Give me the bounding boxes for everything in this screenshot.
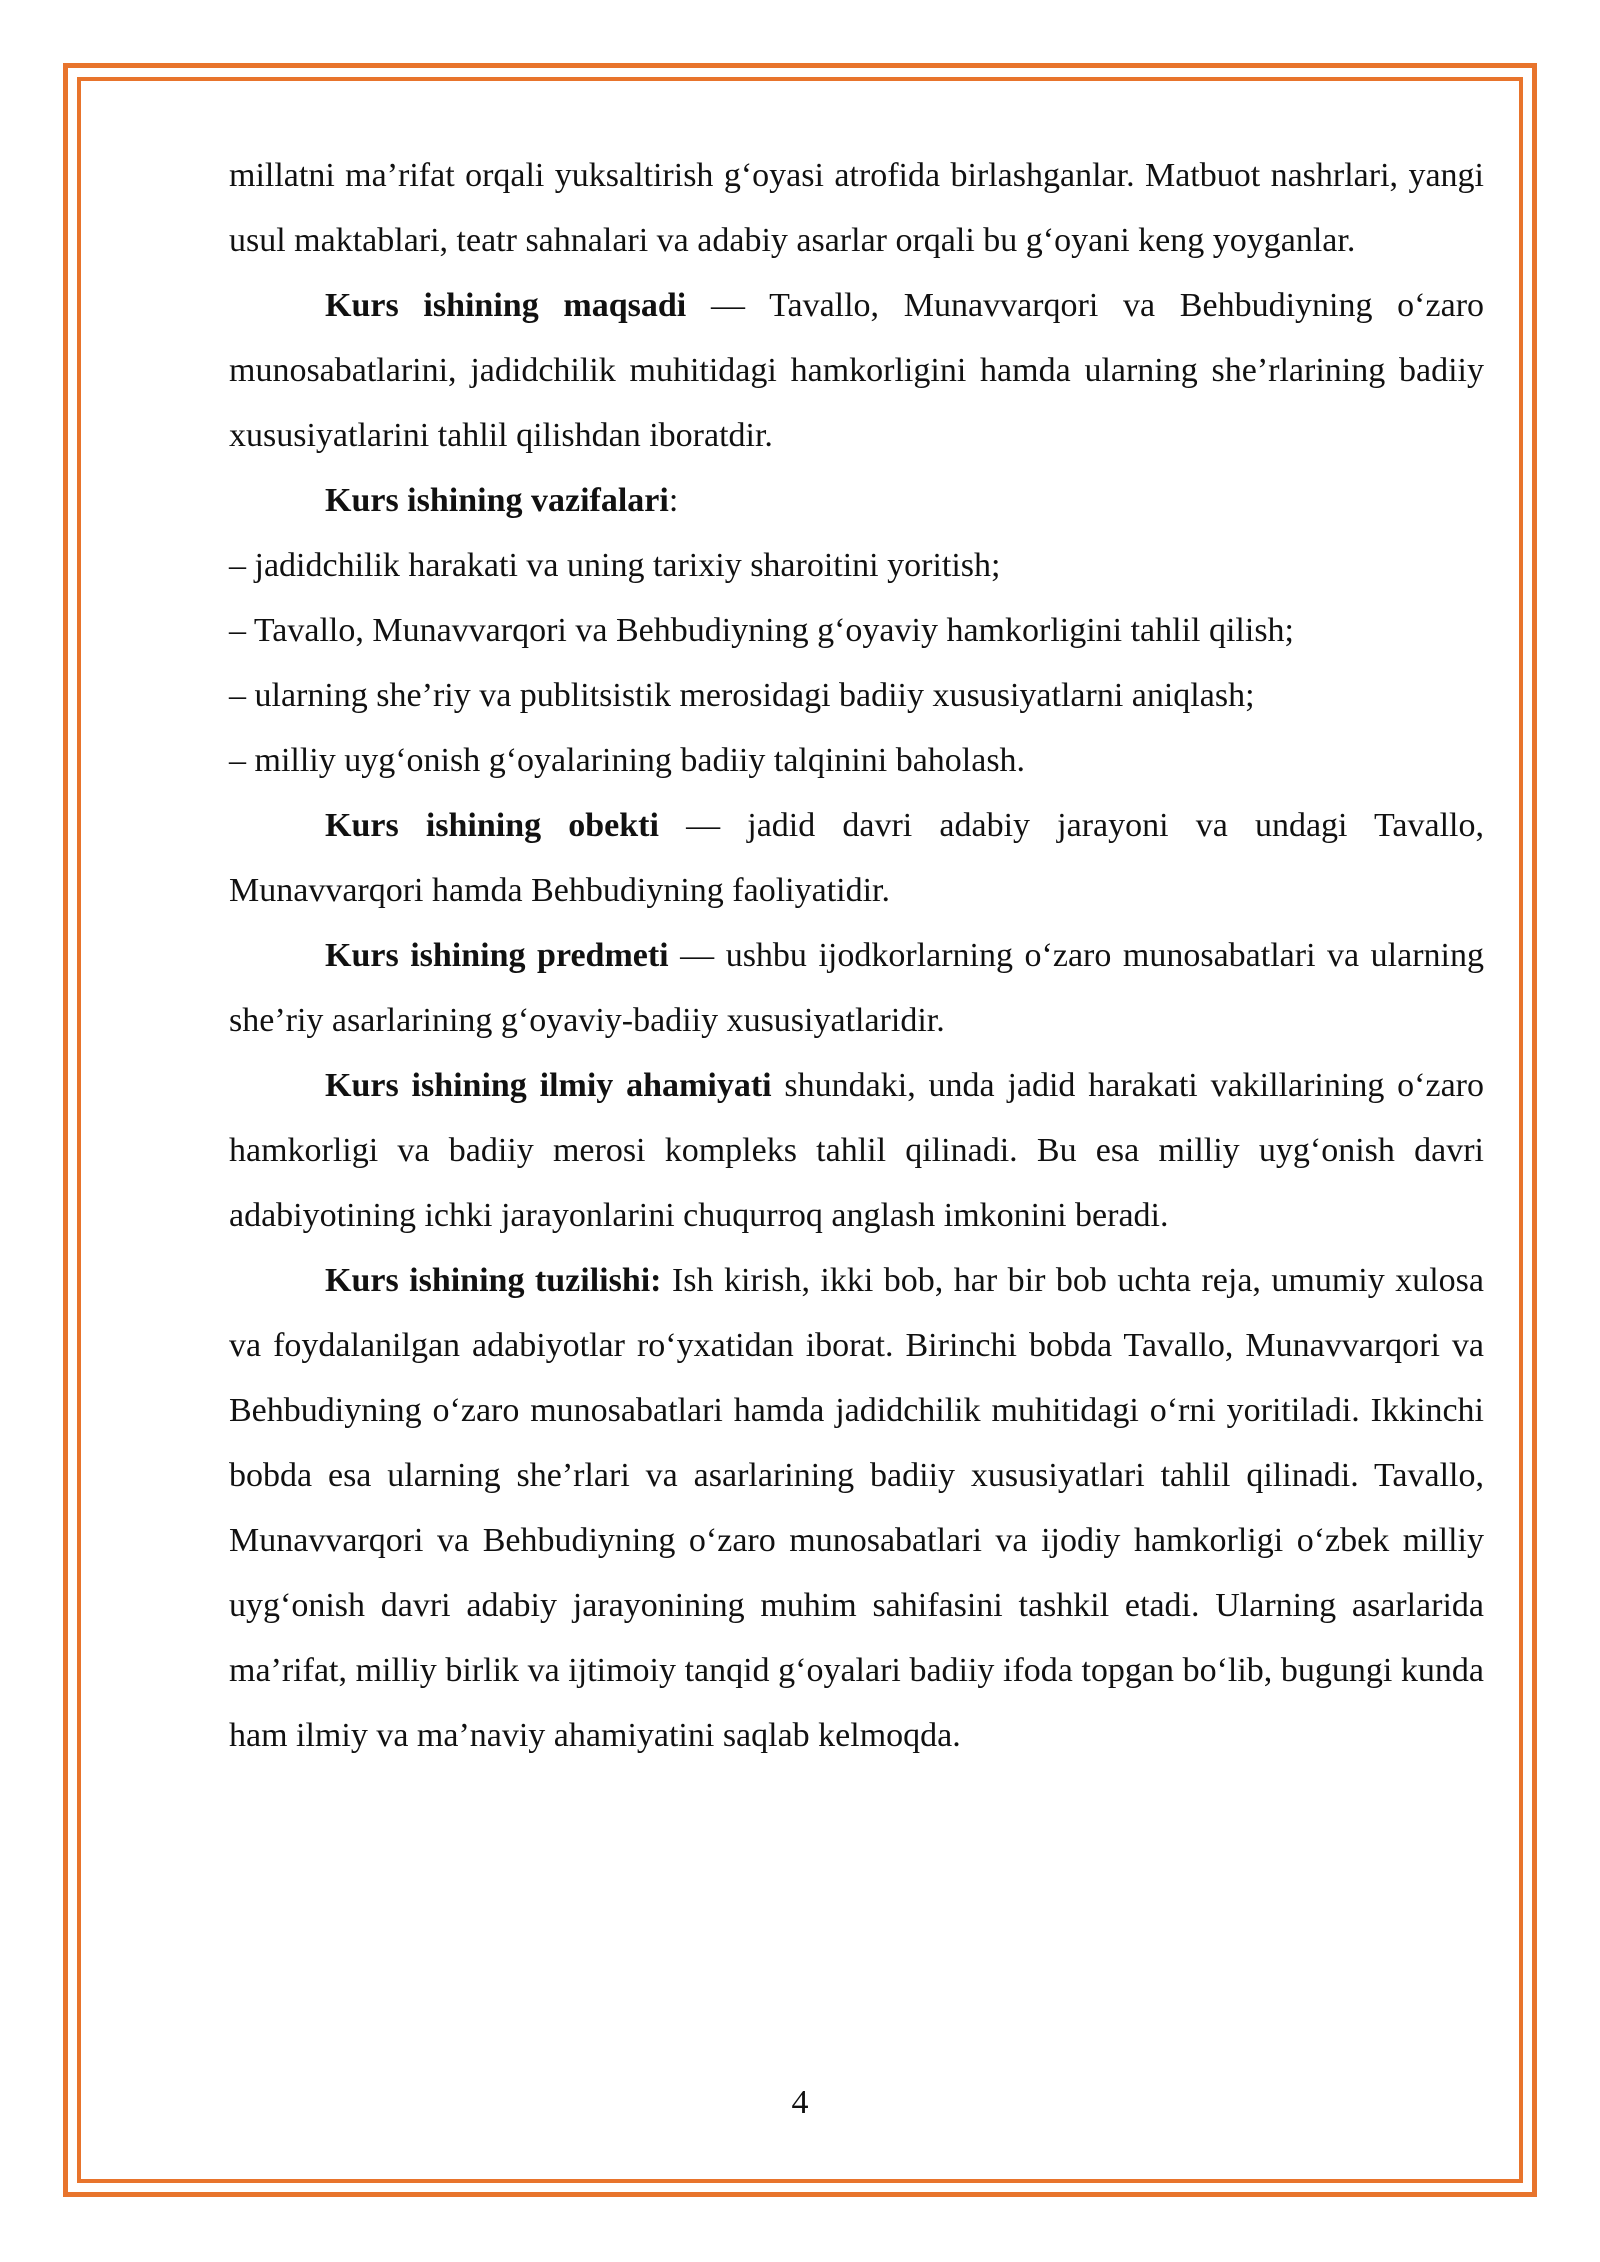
significance-heading: Kurs ishining ilmiy ahamiyati (325, 1067, 772, 1104)
goal-heading: Kurs ishining maqsadi (325, 287, 687, 324)
subject-paragraph (229, 923, 1484, 1053)
object-paragraph (229, 793, 1484, 923)
subject-text: — ushbu ijodkorlarning o‘zaro munosabatlari va ularning she’riy asarlarining g‘oyaviy-badiiy xususiyatlaridir. (229, 937, 1484, 1039)
goal-text: — Tavallo, Munavvarqori va Behbudiyning o‘zaro munosabatlarini, jadidchilik muhitidagi hamkorligini hamda ularning she’rlarining badiiy xususiyatlarini tahlil qilishdan iboratdir. (229, 287, 1485, 454)
document-body (229, 143, 1484, 1768)
structure-heading: Kurs ishining tuzilishi: (325, 1262, 662, 1299)
intro-paragraph: millatni ma’rifat orqali yuksaltirish g‘oyasi atrofida birlashganlar. Matbuot nashrlari, yangi usul maktablari, teatr sahnalari va adabiy asarlar orqali bu g‘oyani keng yoyganlar. (229, 157, 1484, 259)
significance-text: shundaki, unda jadid harakati vakillarining o‘zaro hamkorligi va badiiy merosi kompleks tahlil qilinadi. Bu esa milliy uyg‘onish davri adabiyotining ichki jarayonlarini chuqurroq anglash imkonini beradi. (229, 1067, 1484, 1234)
tasks-colon: : (668, 482, 679, 519)
structure-paragraph (229, 1248, 1484, 1768)
tasks-paragraph (229, 468, 1484, 533)
structure-text: Ish kirish, ikki bob, har bir bob uchta reja, umumiy xulosa va foydalanilgan adabiyotlar ro‘yxatidan iborat. Birinchi bobda Tavallo, Munavvarqori va Behbudiyning o‘zaro munosabatlari hamda jadidchilik muhitidagi o‘rni yoritiladi. Ikkinchi bobda esa ularning she’rlari va asarlarining badiiy xususiyatlari tahlil qilinadi. Tavallo, Munavvarqori va Behbudiyning o‘zaro munosabatlari va ijodiy hamkorligi o‘zbek milliy uyg‘onish davri adabiy jarayonining muhim sahifasini tashkil etadi. Ularning asarlarida ma’rifat, milliy birlik va ijtimoiy tanqid g‘oyalari badiiy ifoda topgan bo‘lib, bugungi kunda ham ilmiy va ma’naviy ahamiyatini saqlab kelmoqda. (229, 1262, 1484, 1754)
object-text: — jadid davri adabiy jarayoni va undagi Tavallo, Munavvarqori hamda Behbudiyning faoliyatidir. (229, 807, 1484, 909)
goal-paragraph (229, 273, 1484, 468)
page-number: 4 (791, 2084, 809, 2121)
tasks-heading: Kurs ishining vazifalari (325, 482, 669, 519)
task-item: – ularning she’riy va publitsistik merosidagi badiiy xususiyatlarni aniqlash; (229, 677, 1255, 714)
task-item: – Tavallo, Munavvarqori va Behbudiyning g‘oyaviy hamkorligini tahlil qilish; (229, 612, 1295, 649)
task-item: – jadidchilik harakati va uning tarixiy sharoitini yoritish; (229, 547, 1001, 584)
subject-heading: Kurs ishining predmeti (325, 937, 669, 974)
object-heading: Kurs ishining obekti (325, 807, 659, 844)
significance-paragraph (229, 1053, 1484, 1248)
task-item: – milliy uyg‘onish g‘oyalarining badiiy talqinini baholash. (229, 742, 1026, 779)
